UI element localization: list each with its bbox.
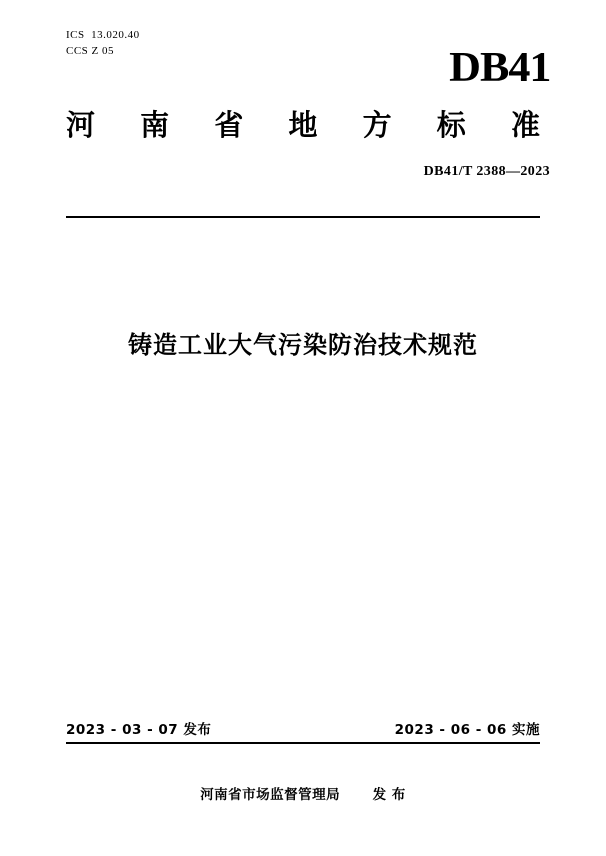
effective-date: 2023 - 06 - 06 实施 [394,722,540,738]
standard-type-heading [66,108,540,142]
db41-logo: DB41 [448,45,550,91]
standard-type-char-5: 标 [436,108,466,142]
issue-date: 2023 - 03 - 07 发布 [66,722,212,738]
header-divider-rule [66,216,540,218]
standard-number: DB41/T 2388—2023 [423,164,550,179]
ics-code: ICS 13.020.40 [66,29,140,41]
ics-classification-block [66,27,140,59]
standard-type-char-2: 省 [214,108,244,142]
standard-type-char-3: 地 [288,108,318,142]
issuing-authority-line [0,783,606,803]
standard-type-char-4: 方 [362,108,392,142]
issuer-action-label: 发 布 [372,787,406,803]
footer-divider-rule [66,742,540,744]
footer-dates [66,718,540,738]
standard-type-char-0: 河 [66,108,96,142]
standard-type-char-6: 准 [510,108,540,142]
issuing-authority: 河南省市场监督管理局 [200,787,341,803]
standard-type-char-1: 南 [140,108,170,142]
document-title: 铸造工业大气污染防治技术规范 [128,331,478,359]
ccs-code: CCS Z 05 [66,45,115,57]
